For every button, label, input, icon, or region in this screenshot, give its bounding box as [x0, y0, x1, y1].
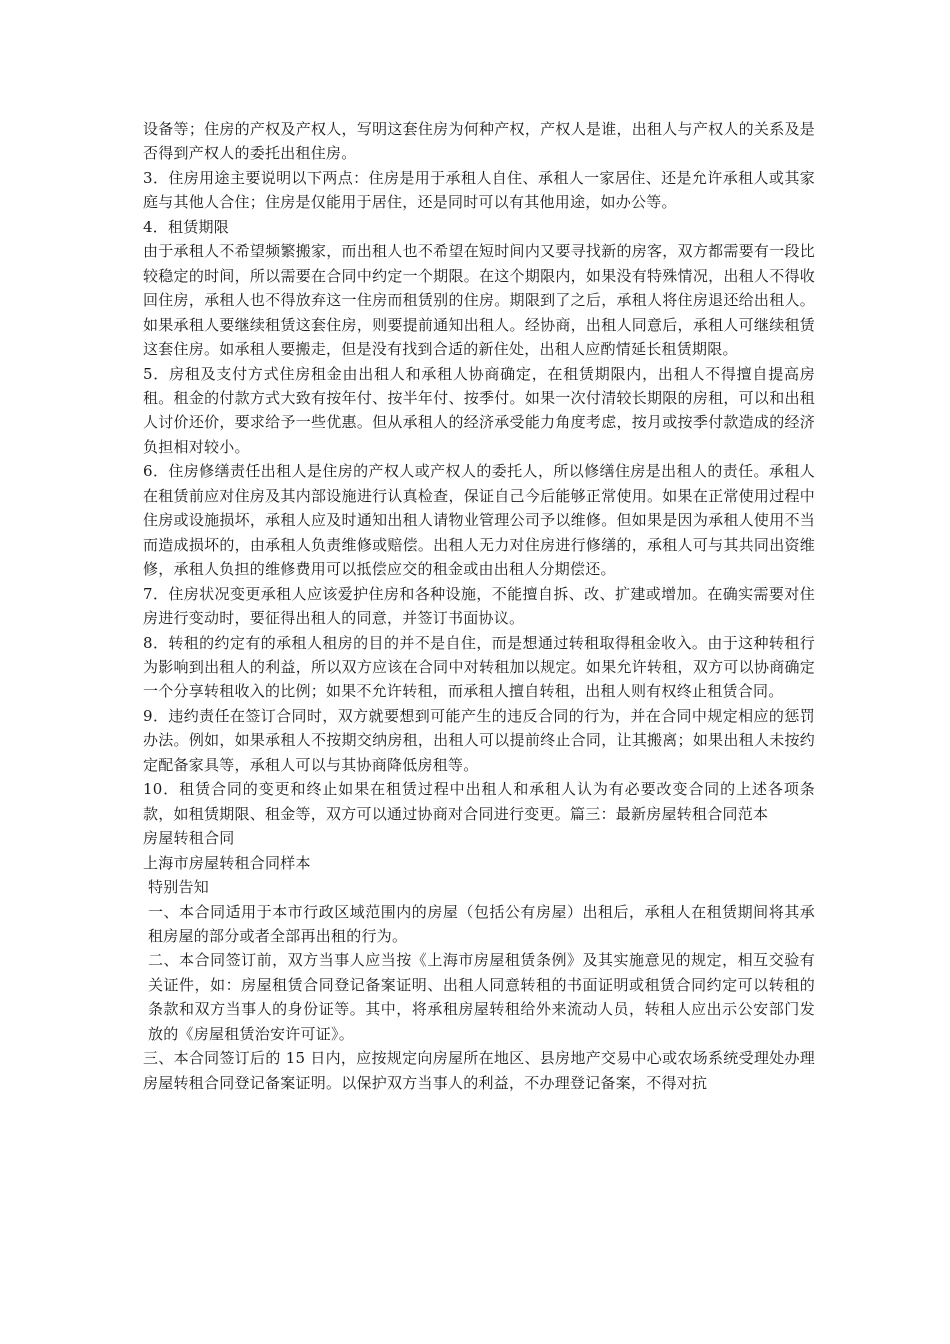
notice-item-3: 三、本合同签订后的 15 日内，应按规定向房屋所在地区、县房地产交易中心或农场系统受理处办理房屋转租合同登记备案证明。以保护双方当事人的利益，不办理登记备案，不得对抗 [143, 1049, 815, 1092]
notice-item-2: 二、本合同签订前，双方当事人应当按《上海市房屋租赁条例》及其实施意见的规定，相互交验有关证件，如：房屋租赁合同登记备案证明、出租人同意转租的书面证明或租赁合同约定可以转租的条款和双方当事人的身份证等。其中，将承租房屋转租给外来流动人员，转租人应出示公安部门发放的《房屋租赁治安许可证》。 [148, 951, 815, 1043]
heading-special-notice: 特别告知 [148, 878, 210, 897]
notice-item-1: 一、本合同适用于本市行政区域范围内的房屋（包括公有房屋）出租后，承租人在租赁期间将其承租房屋的部分或者全部再出租的行为。 [148, 902, 815, 945]
heading-sublease-contract: 房屋转租合同 [143, 829, 235, 848]
heading-lease-term: 4．租赁期限 [143, 217, 230, 236]
heading-shanghai-sample: 上海市房屋转租合同样本 [143, 853, 311, 872]
paragraph-property-owner: 设备等；住房的产权及产权人，写明这套住房为何种产权，产权人是谁，出租人与产权人的关系及是否得到产权人的委托出租住房。 [143, 120, 815, 163]
paragraph-usage: 3．住房用途主要说明以下两点：住房是用于承租人自住、承租人一家居住、还是允许承租人或其家庭与其他人合住；住房是仅能用于居住，还是同时可以有其他用途，如办公等。 [143, 168, 815, 212]
document-body [143, 117, 815, 1095]
paragraph-repair-duty: 6．住房修缮责任出租人是住房的产权人或产权人的委托人，所以修缮住房是出租人的责任。承租人在租赁前应对住房及其内部设施进行认真检查，保证自己今后能够正常使用。如果在正常使用过程中住房或设施损坏，承租人应及时通知出租人请物业管理公司予以维修。但如果是因为承租人使用不当而造成损坏的，由承租人负责维修或赔偿。出租人无力对住房进行修缮的，承租人可与其共同出资维修，承租人负担的维修费用可以抵偿应交的租金或由出租人分期偿还。 [143, 462, 815, 579]
paragraph-liability: 9．违约责任在签订合同时，双方就要想到可能产生的违反合同的行为，并在合同中规定相应的惩罚办法。例如，如果承租人不按期交纳房租，出租人可以提前终止合同，让其搬离；如果出租人未按约定配备家具等，承租人可以与其协商降低房租等。 [143, 706, 815, 774]
paragraph-status-change: 7．住房状况变更承租人应该爱护住房和各种设施，不能擅自拆、改、扩建或增加。在确实需要对住房进行变动时，要征得出租人的同意，并签订书面协议。 [143, 584, 815, 628]
paragraph-rent-payment: 5．房租及支付方式住房租金由出租人和承租人协商确定，在租赁期限内，出租人不得擅自提高房租。租金的付款方式大致有按年付、按半年付、按季付。如果一次付清较长期限的房租，可以和出租人讨价还价，要求给予一些优惠。但从承租人的经济承受能力角度考虑，按月或按季付款造成的经济负担相对较小。 [143, 364, 815, 456]
paragraph-change-termination: 10．租赁合同的变更和终止如果在租赁过程中出租人和承租人认为有必要改变合同的上述各项条款，如租赁期限、租金等，双方可以通过协商对合同进行变更。篇三：最新房屋转租合同范本 [143, 780, 815, 823]
paragraph-lease-term: 由于承租人不希望频繁搬家，而出租人也不希望在短时间内又要寻找新的房客，双方都需要有一段比较稳定的时间，所以需要在合同中约定一个期限。在这个期限内，如果没有特殊情况，出租人不得收回住房，承租人也不得放弃这一住房而租赁别的住房。期限到了之后，承租人将住房退还给出租人。如果承租人要继续租赁这套住房，则要提前通知出租人。经协商，出租人同意后，承租人可继续租赁这套住房。如承租人要搬走，但是没有找到合适的新住处，出租人应酌情延长租赁期限。 [143, 242, 815, 359]
paragraph-sublease: 8．转租的约定有的承租人租房的目的并不是自住，而是想通过转租取得租金收入。由于这种转租行为影响到出租人的利益，所以双方应该在合同中对转租加以规定。如果允许转租，双方可以协商确定一个分享转租收入的比例；如果不允许转租，而承租人擅自转租，出租人则有权终止租赁合同。 [143, 633, 815, 701]
